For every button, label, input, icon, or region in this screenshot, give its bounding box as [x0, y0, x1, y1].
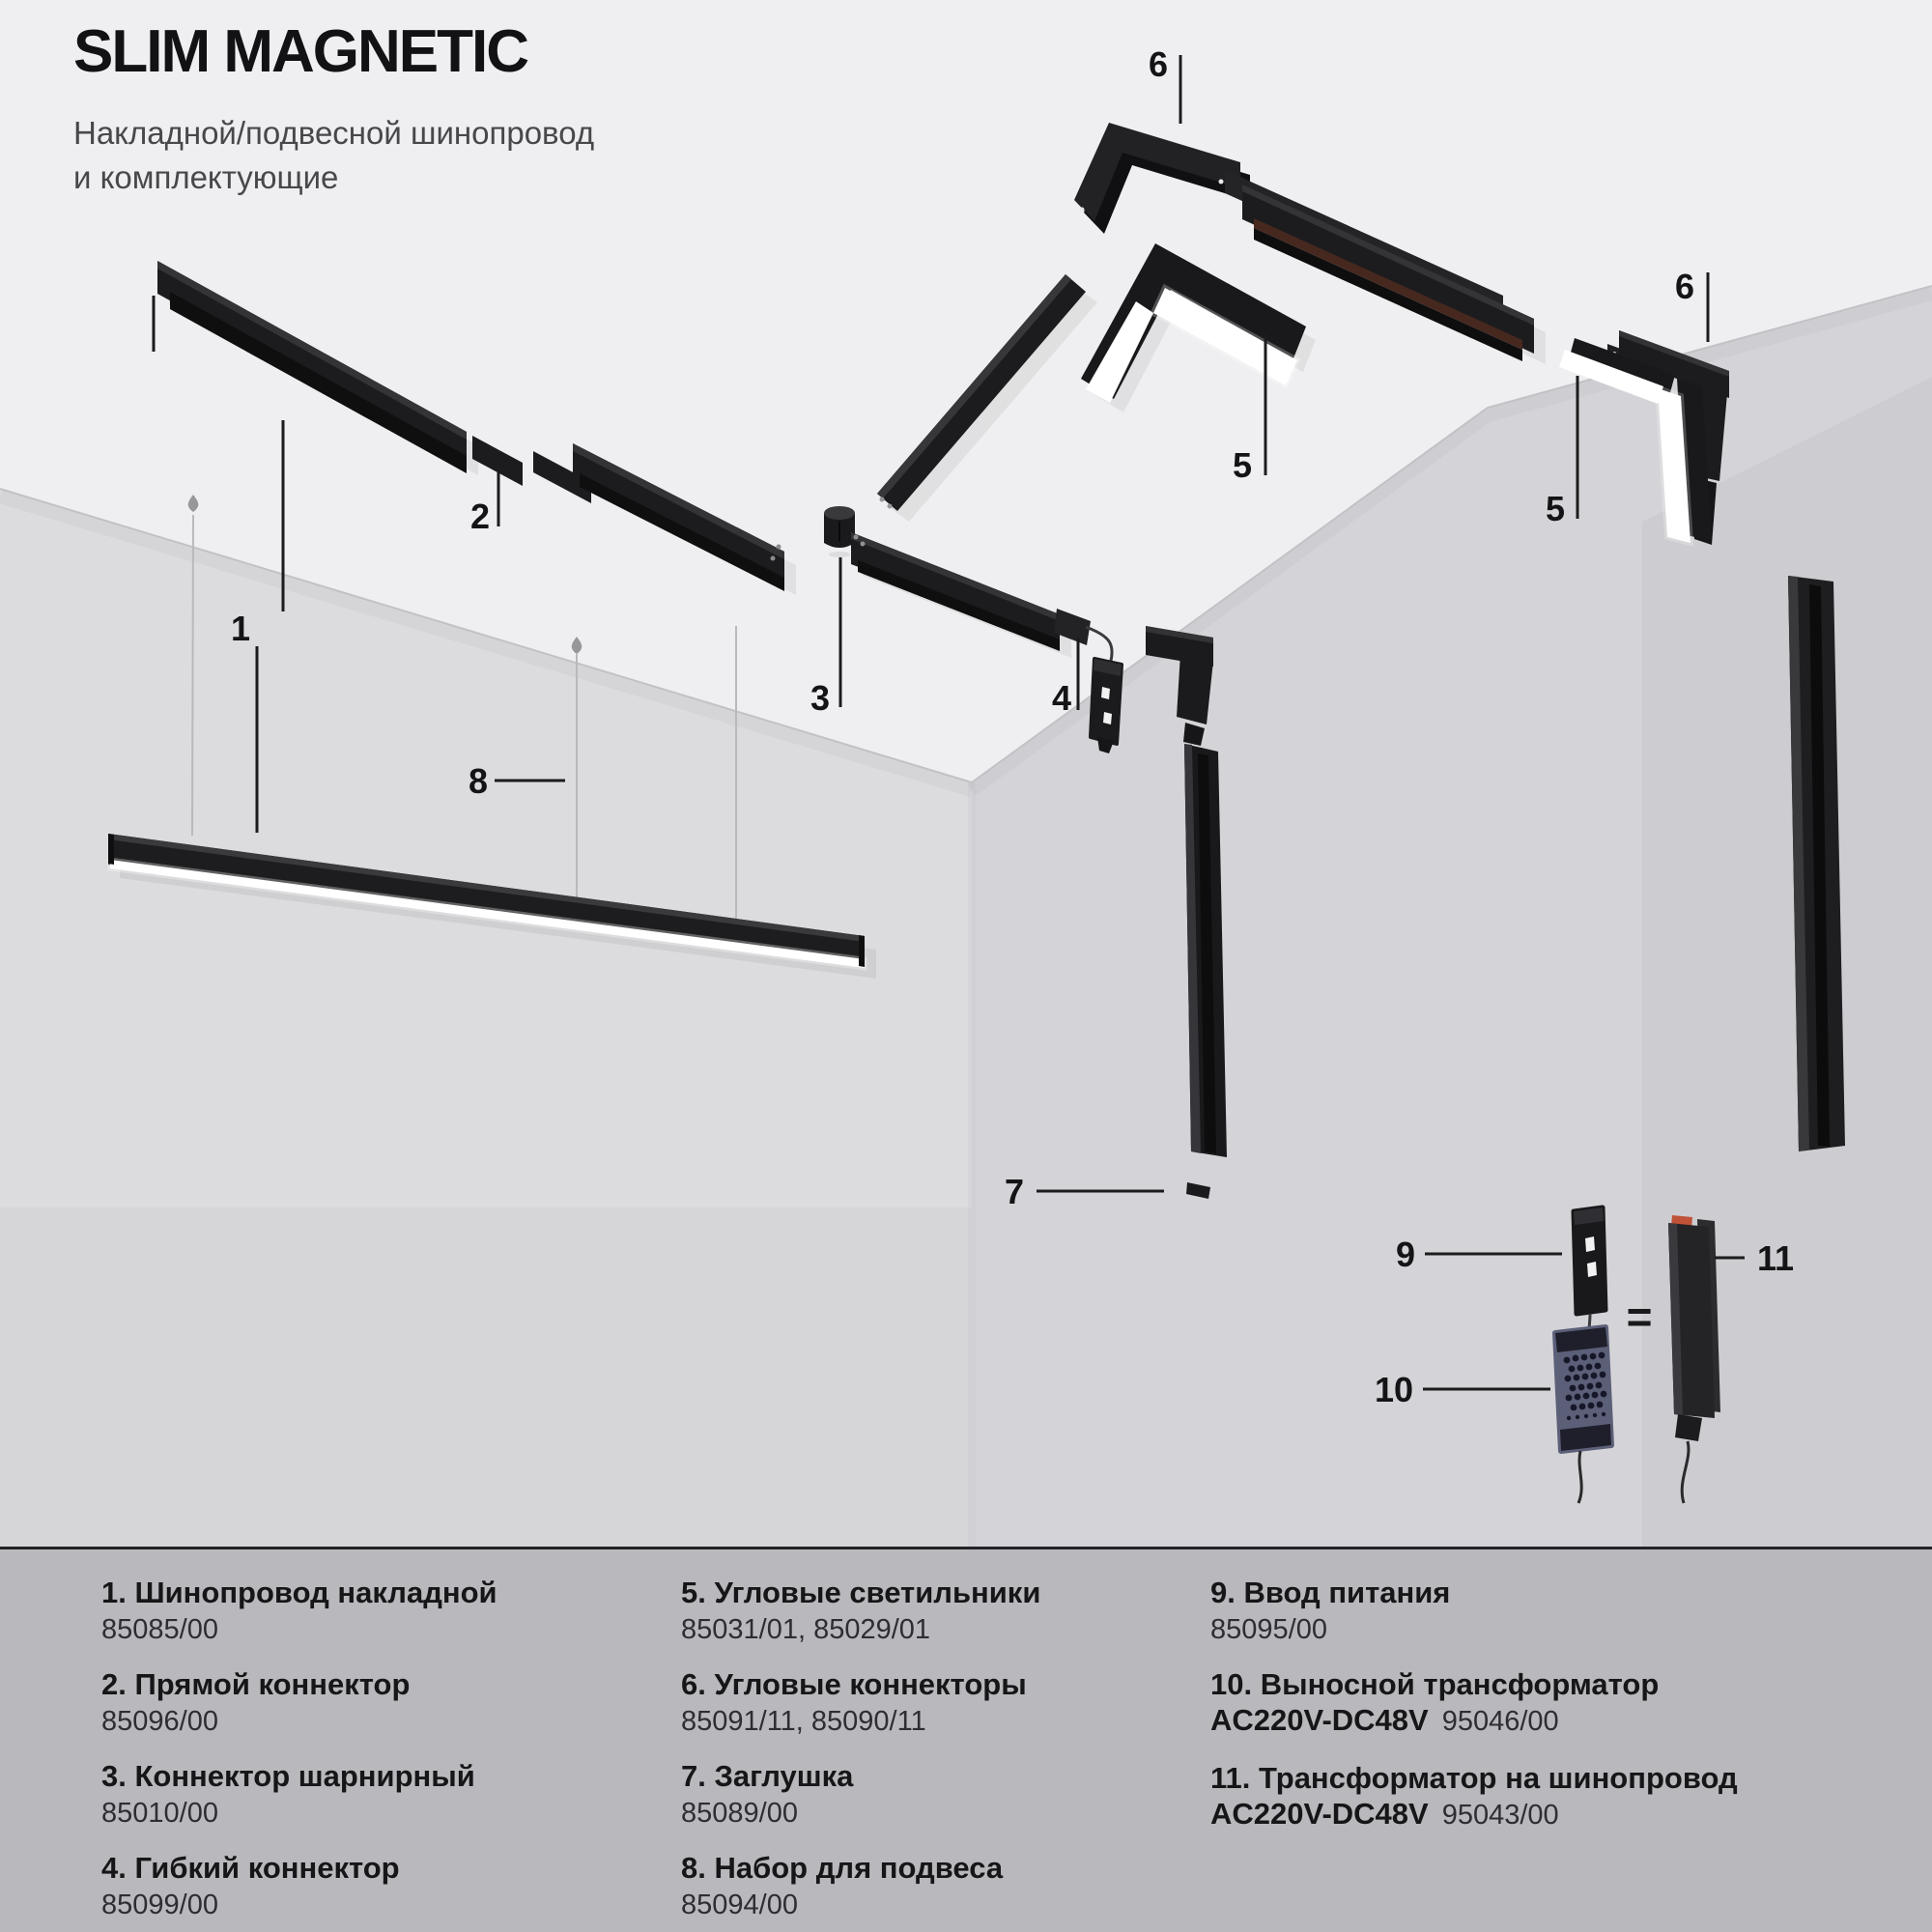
legend-item-code: 85096/00 [101, 1706, 218, 1737]
legend-item-title: 7. Заглушка [681, 1759, 854, 1793]
legend-item-code: 85085/00 [101, 1614, 218, 1645]
legend-column-1 [101, 1575, 681, 1932]
callout-6-ceiling: 6 [1148, 44, 1169, 84]
legend-item-code: 95043/00 [1441, 1800, 1559, 1831]
callout-6-wall: 6 [1674, 267, 1695, 306]
contact-pin [854, 535, 859, 540]
callout-9: 9 [1395, 1235, 1416, 1274]
legend-item-10 [1210, 1666, 1932, 1740]
legend-item-spec: AC220V-DC48V [1210, 1703, 1429, 1737]
legend-item-title: 2. Прямой коннектор [101, 1667, 411, 1701]
connector-slot [1101, 687, 1110, 699]
legend-item-6 [681, 1666, 1210, 1738]
screw-dot [1080, 208, 1085, 213]
legend-item-code: 95046/00 [1441, 1706, 1559, 1737]
legend-item-code: 85099/00 [101, 1889, 218, 1920]
suspension-wire [192, 515, 193, 836]
callout-5-wall: 5 [1545, 489, 1566, 528]
hinge-shadow [829, 552, 850, 557]
connector-slot [1103, 712, 1112, 724]
legend-item-title: 4. Гибкий коннектор [101, 1851, 400, 1885]
legend-column-3 [1210, 1575, 1932, 1932]
callout-10: 10 [1374, 1370, 1414, 1409]
bottom-connector [1675, 1414, 1702, 1441]
legend-item-4 [101, 1850, 681, 1921]
contact-pin [777, 545, 781, 550]
legend-item-title: 9. Ввод питания [1210, 1576, 1451, 1609]
legend-item-9 [1210, 1575, 1932, 1646]
left-wall-lower-shade [0, 1208, 972, 1547]
page-subtitle-line1: Накладной/подвесной шинопровод [73, 115, 595, 151]
contact-pin [771, 556, 776, 561]
legend-item-spec: AC220V-DC48V [1210, 1797, 1429, 1831]
legend-item-title: 8. Набор для подвеса [681, 1851, 1004, 1885]
legend-item-code: 85031/01, 85029/01 [681, 1614, 931, 1645]
legend-item-8 [681, 1850, 1210, 1921]
contact-pin [880, 497, 885, 502]
legend-item-11 [1210, 1760, 1932, 1833]
legend-item-2 [101, 1666, 681, 1738]
callout-5-ceiling: 5 [1232, 445, 1253, 485]
header [73, 17, 594, 200]
legend-item-spec-line [1210, 1702, 1932, 1740]
legend-item-title: 1. Шинопровод накладной [101, 1576, 497, 1609]
legend-item-code: 85091/11, 85090/11 [681, 1706, 926, 1737]
legend-item-title: 10. Выносной трансформатор [1210, 1667, 1660, 1701]
legend [0, 1547, 1932, 1932]
legend-item-title: 11. Трансформатор на шинопровод [1210, 1761, 1738, 1795]
legend-item-title: 5. Угловые светильники [681, 1576, 1041, 1609]
feed-slot [1587, 1262, 1597, 1277]
callout-4: 4 [1051, 678, 1072, 718]
legend-item-5 [681, 1575, 1210, 1646]
legend-item-1 [101, 1575, 681, 1646]
callout-11: 11 [1756, 1238, 1795, 1278]
legend-item-code: 85095/00 [1210, 1614, 1327, 1645]
page-title: SLIM MAGNETIC [73, 18, 527, 85]
legend-item-code: 85094/00 [681, 1889, 798, 1920]
contact-pin [888, 504, 893, 509]
callout-1: 1 [230, 609, 251, 648]
callout-3: 3 [810, 678, 831, 718]
screw-dot [1219, 180, 1224, 185]
contact-pin [861, 542, 866, 547]
callout-7: 7 [1004, 1172, 1025, 1211]
hinge-top [824, 506, 855, 520]
feed-slot [1585, 1236, 1595, 1252]
legend-item-title: 3. Коннектор шарнирный [101, 1759, 475, 1793]
pendant-endcap [859, 935, 865, 967]
equals-sign: = [1626, 1292, 1653, 1342]
callout-2: 2 [469, 497, 491, 536]
legend-item-spec-line [1210, 1796, 1932, 1833]
page-subtitle-line2: и комплектующие [73, 159, 339, 195]
legend-item-code: 85010/00 [101, 1798, 218, 1829]
legend-column-2 [681, 1575, 1210, 1932]
legend-item-3 [101, 1758, 681, 1830]
legend-item-7 [681, 1758, 1210, 1830]
callout-8: 8 [468, 761, 489, 801]
pendant-endcap [108, 834, 114, 865]
legend-item-title: 6. Угловые коннекторы [681, 1667, 1027, 1701]
legend-item-code: 85089/00 [681, 1798, 798, 1829]
